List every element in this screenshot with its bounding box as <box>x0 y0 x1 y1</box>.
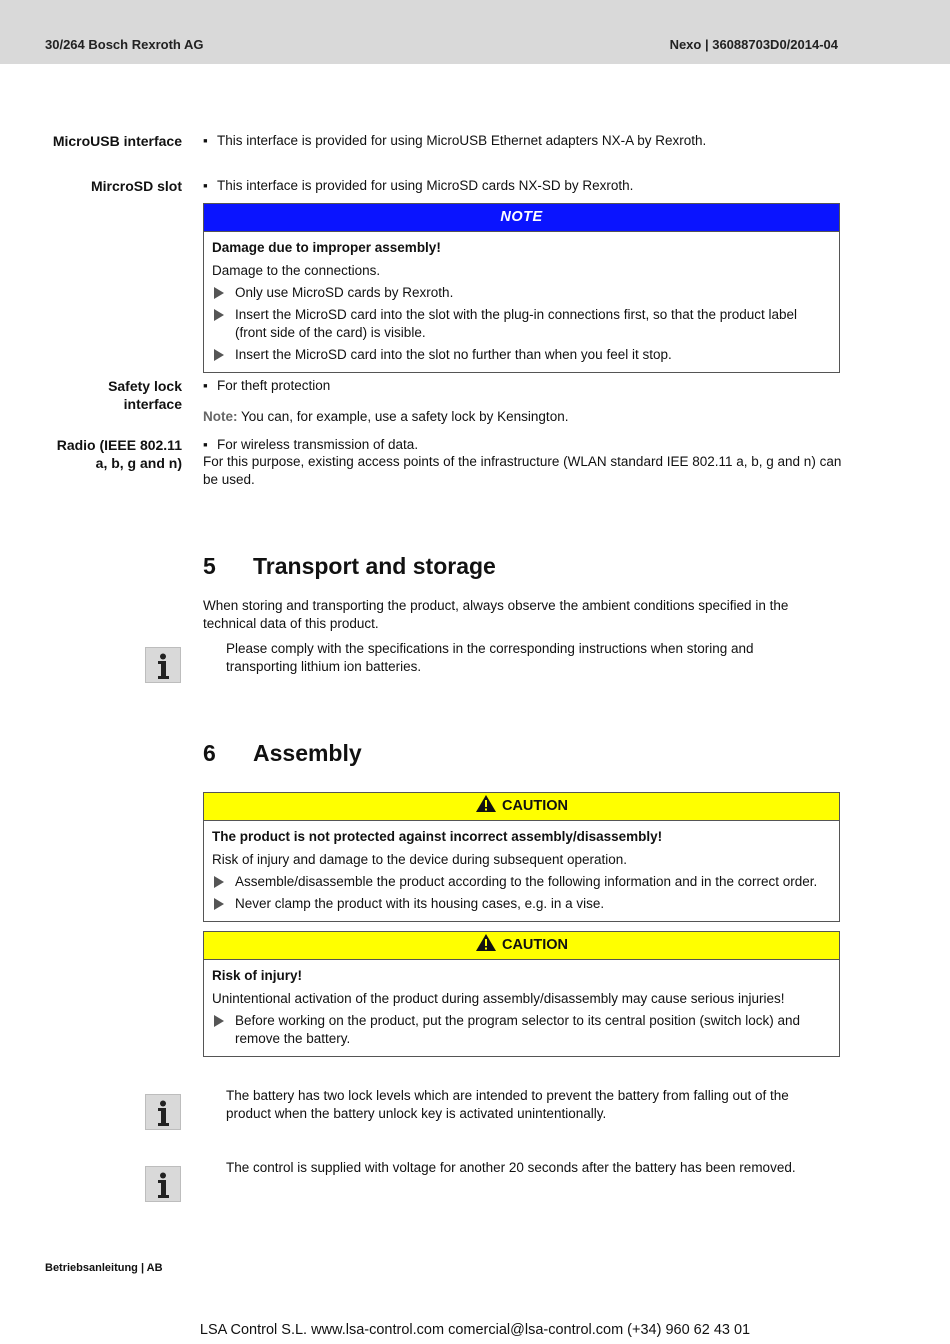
note-item <box>212 284 831 302</box>
chapter-title: Transport and storage <box>253 553 496 579</box>
note-body <box>204 232 839 372</box>
battery-info: The battery has two lock levels which are intended to prevent the battery from falling out of the product when the battery unlock key is activated unintentionally. <box>226 1088 789 1121</box>
bullet-safety <box>203 377 330 395</box>
bullet-text: For wireless transmission of data. <box>217 437 419 452</box>
info-icon <box>145 1094 181 1130</box>
caution-item <box>212 1012 831 1048</box>
warning-triangle-icon <box>475 794 497 813</box>
bullet-text: This interface is provided for using MicroSD cards NX-SD by Rexroth. <box>217 178 634 193</box>
header-right: Nexo | 36088703D0/2014-04 <box>669 37 838 52</box>
bullet-radio <box>203 436 418 454</box>
arrow-right-icon <box>214 309 224 321</box>
caution-text: Risk of injury and damage to the device during subsequent operation. <box>212 852 628 867</box>
chapter-title: Assembly <box>253 740 362 766</box>
caution-box <box>203 931 840 1057</box>
arrow-right-icon <box>214 876 224 888</box>
header-left: 30/264 Bosch Rexroth AG <box>45 37 204 52</box>
label-line: a, b, g and n) <box>95 455 182 471</box>
label-microusb: MicroUSB interface <box>52 133 182 149</box>
arrow-right-icon <box>214 349 224 361</box>
note-item-text: Insert the MicroSD card into the slot with the plug-in connections first, so that the product label (front side of the card) is visible. <box>235 307 798 340</box>
caution-box <box>203 792 840 922</box>
caution-item-text: Assemble/disassemble the product according to the following information and in the correct order. <box>235 874 818 889</box>
note-item <box>212 346 831 364</box>
info-icon <box>145 1166 181 1202</box>
radio-text: For this purpose, existing access points of the infrastructure (WLAN standard IEE 802.11 a, b, g and n) can be used. <box>203 454 842 487</box>
note-item <box>212 306 831 342</box>
safety-note <box>203 408 843 426</box>
note-text: Damage to the connections. <box>212 263 381 278</box>
warning-triangle-icon <box>475 933 497 952</box>
bullet-text: This interface is provided for using MicroUSB Ethernet adapters NX-A by Rexroth. <box>217 133 707 148</box>
footer-left: Betriebsanleitung | AB <box>45 1262 163 1274</box>
caution-heading <box>204 932 839 960</box>
voltage-info: The control is supplied with voltage for another 20 seconds after the battery has been removed. <box>226 1160 796 1175</box>
footer-contact: LSA Control S.L. www.lsa-control.com comercial@lsa-control.com (+34) 960 62 43 01 <box>199 1322 751 1338</box>
arrow-right-icon <box>214 898 224 910</box>
bullet-microsd <box>203 177 633 195</box>
bullet-dot: ▪ <box>203 378 208 393</box>
bullet-dot: ▪ <box>203 178 208 193</box>
label-radio <box>0 436 182 472</box>
caution-text: Unintentional activation of the product during assembly/disassembly may cause serious injuries! <box>212 991 785 1006</box>
chapter-5-info: Please comply with the specifications in the corresponding instructions when storing and transporting lithium ion batteries. <box>226 641 754 674</box>
label-microsd: MircroSD slot <box>90 178 182 194</box>
caution-item <box>212 873 831 891</box>
caution-body <box>204 821 839 921</box>
caution-body <box>204 960 839 1056</box>
label-line: Safety lock <box>108 378 182 394</box>
caution-heading <box>204 793 839 821</box>
info-icon <box>145 647 181 683</box>
caution-label: CAUTION <box>501 937 569 953</box>
caution-label: CAUTION <box>501 798 569 814</box>
arrow-right-icon <box>214 1015 224 1027</box>
bullet-dot: ▪ <box>203 437 208 452</box>
bullet-microusb <box>203 132 706 150</box>
note-text: You can, for example, use a safety lock by Kensington. <box>237 409 569 424</box>
note-title: Damage due to improper assembly! <box>212 240 441 255</box>
chapter-5-text: When storing and transporting the product, always observe the ambient conditions specified in the technical data of this product. <box>203 598 789 631</box>
page-header <box>0 0 950 64</box>
chapter-number: 5 <box>203 553 216 579</box>
bullet-text: For theft protection <box>217 378 331 393</box>
chapter-number: 6 <box>203 740 216 766</box>
note-heading: NOTE <box>204 204 839 232</box>
caution-item-text: Before working on the product, put the program selector to its central position (switch lock) and remove the battery. <box>235 1013 801 1046</box>
label-line: interface <box>123 396 182 412</box>
arrow-right-icon <box>214 287 224 299</box>
caution-item-text: Never clamp the product with its housing cases, e.g. in a vise. <box>235 896 605 911</box>
note-box <box>203 203 840 373</box>
label-safety-lock <box>0 377 182 413</box>
note-item-text: Only use MicroSD cards by Rexroth. <box>235 285 454 300</box>
caution-item <box>212 895 831 913</box>
note-label: Note: <box>203 409 238 424</box>
note-item-text: Insert the MicroSD card into the slot no further than when you feel it stop. <box>235 347 672 362</box>
bullet-dot: ▪ <box>203 133 208 148</box>
chapter-5-heading <box>203 553 496 580</box>
caution-title: Risk of injury! <box>212 968 303 983</box>
chapter-6-heading <box>203 740 362 767</box>
label-line: Radio (IEEE 802.11 <box>56 437 182 453</box>
caution-title: The product is not protected against incorrect assembly/disassembly! <box>212 829 663 844</box>
